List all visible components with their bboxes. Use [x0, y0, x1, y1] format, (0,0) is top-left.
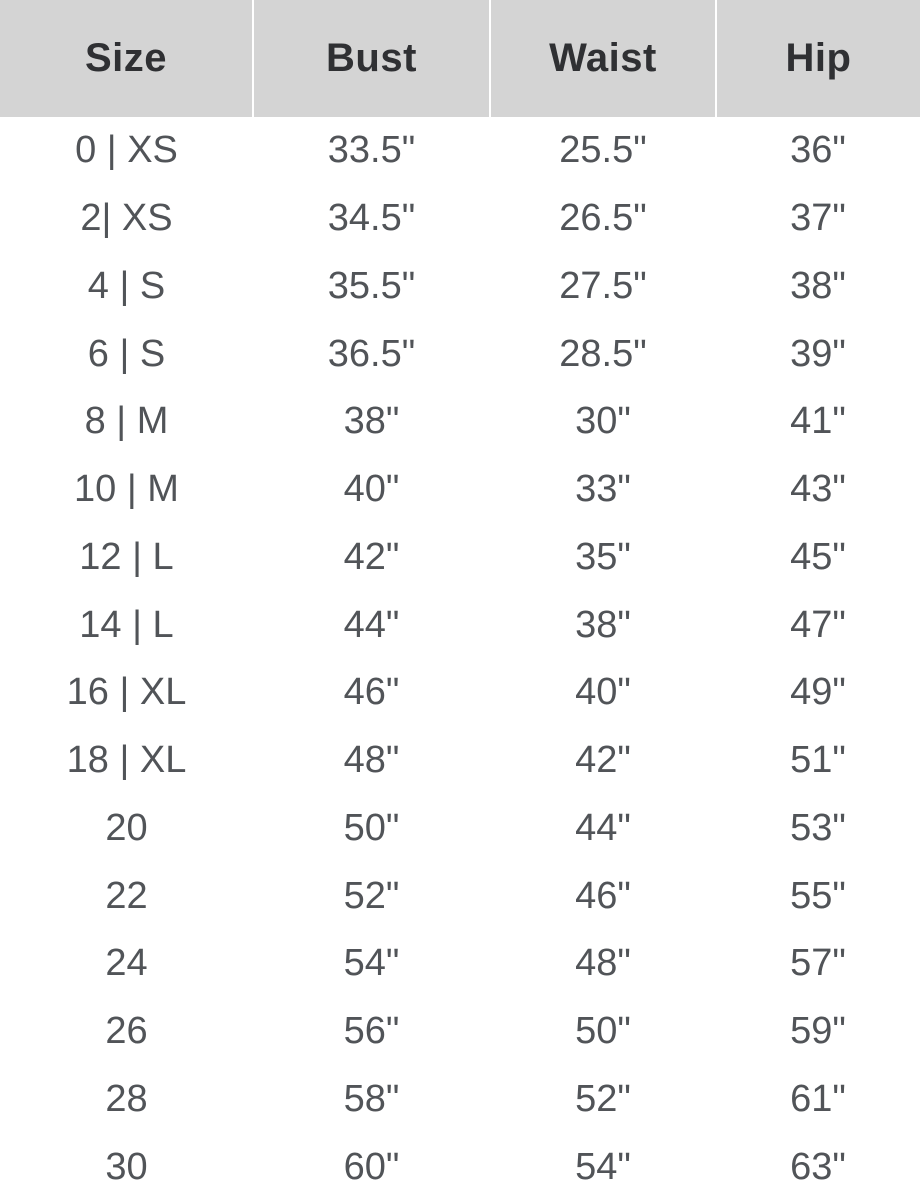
waist-cell: 54"	[575, 1145, 631, 1188]
waist-cell: 25.5"	[559, 129, 647, 172]
size-cell: 24	[105, 942, 148, 985]
size-cell: 30	[105, 1145, 148, 1188]
bust-cell: 56"	[343, 1010, 400, 1053]
hip-cell: 41"	[790, 400, 846, 443]
hip-cell: 57"	[790, 942, 846, 985]
size-cell: 16 | XL	[66, 671, 187, 714]
size-cell: 26	[105, 1010, 148, 1053]
waist-cell: 42"	[575, 739, 631, 782]
bust-cell: 58"	[343, 1077, 400, 1120]
waist-cell: 46"	[575, 874, 631, 917]
size-cell: 2| XS	[80, 197, 173, 240]
hip-cell: 59"	[790, 1010, 846, 1053]
size-cell: 28	[105, 1077, 148, 1120]
bust-cell: 34.5"	[327, 197, 416, 240]
waist-cell: 50"	[575, 1010, 631, 1053]
table-row	[0, 795, 920, 863]
table-body	[0, 117, 920, 1201]
size-cell: 10 | M	[74, 468, 179, 511]
size-cell: 22	[105, 874, 148, 917]
table-row	[0, 253, 920, 321]
waist-cell: 44"	[575, 806, 631, 849]
bust-cell: 38"	[343, 400, 400, 443]
column-header-bust: Bust	[253, 0, 490, 117]
bust-cell: 46"	[343, 671, 400, 714]
table-row	[0, 185, 920, 253]
table-row	[0, 456, 920, 524]
table-row	[0, 1066, 920, 1134]
column-header-size: Size	[0, 0, 253, 117]
bust-cell: 36.5"	[327, 332, 416, 375]
table-row	[0, 659, 920, 727]
table-row	[0, 862, 920, 930]
bust-cell: 50"	[343, 806, 400, 849]
hip-cell: 51"	[790, 739, 846, 782]
waist-cell: 27.5"	[559, 264, 647, 307]
hip-cell: 45"	[790, 535, 846, 578]
column-header-waist: Waist	[490, 0, 716, 117]
waist-cell: 48"	[575, 942, 631, 985]
hip-cell: 63"	[790, 1145, 846, 1188]
bust-cell: 54"	[343, 942, 400, 985]
column-header-hip: Hip	[716, 0, 920, 117]
table-row	[0, 320, 920, 388]
bust-cell: 48"	[343, 739, 400, 782]
table-row	[0, 1133, 920, 1201]
waist-cell: 30"	[575, 400, 631, 443]
table-row	[0, 591, 920, 659]
size-cell: 14 | L	[79, 603, 174, 646]
hip-cell: 47"	[790, 603, 846, 646]
hip-cell: 37"	[790, 197, 846, 240]
size-cell: 18 | XL	[66, 739, 187, 782]
waist-cell: 38"	[575, 603, 631, 646]
waist-cell: 40"	[575, 671, 631, 714]
bust-cell: 40"	[343, 468, 400, 511]
hip-cell: 55"	[790, 874, 846, 917]
waist-cell: 28.5"	[559, 332, 647, 375]
waist-cell: 52"	[575, 1077, 631, 1120]
table-row	[0, 998, 920, 1066]
table-row	[0, 117, 920, 185]
table-row	[0, 727, 920, 795]
hip-cell: 39"	[790, 332, 846, 375]
hip-cell: 61"	[790, 1077, 846, 1120]
size-cell: 12 | L	[79, 535, 174, 578]
bust-cell: 52"	[343, 874, 400, 917]
bust-cell: 35.5"	[327, 264, 416, 307]
hip-cell: 53"	[790, 806, 846, 849]
size-cell: 6 | S	[87, 332, 166, 375]
bust-cell: 60"	[343, 1145, 400, 1188]
hip-cell: 49"	[790, 671, 846, 714]
header-row	[0, 0, 920, 117]
hip-cell: 36"	[790, 129, 846, 172]
bust-cell: 44"	[343, 603, 400, 646]
table-row	[0, 524, 920, 592]
size-cell: 8 | M	[84, 400, 169, 443]
hip-cell: 38"	[790, 264, 846, 307]
waist-cell: 26.5"	[559, 197, 647, 240]
table-row	[0, 388, 920, 456]
bust-cell: 42"	[343, 535, 400, 578]
bust-cell: 33.5"	[327, 129, 416, 172]
size-cell: 20	[105, 806, 148, 849]
size-cell: 0 | XS	[75, 129, 178, 172]
table-row	[0, 930, 920, 998]
waist-cell: 33"	[575, 468, 631, 511]
hip-cell: 43"	[790, 468, 846, 511]
size-cell: 4 | S	[87, 264, 166, 307]
waist-cell: 35"	[575, 535, 631, 578]
